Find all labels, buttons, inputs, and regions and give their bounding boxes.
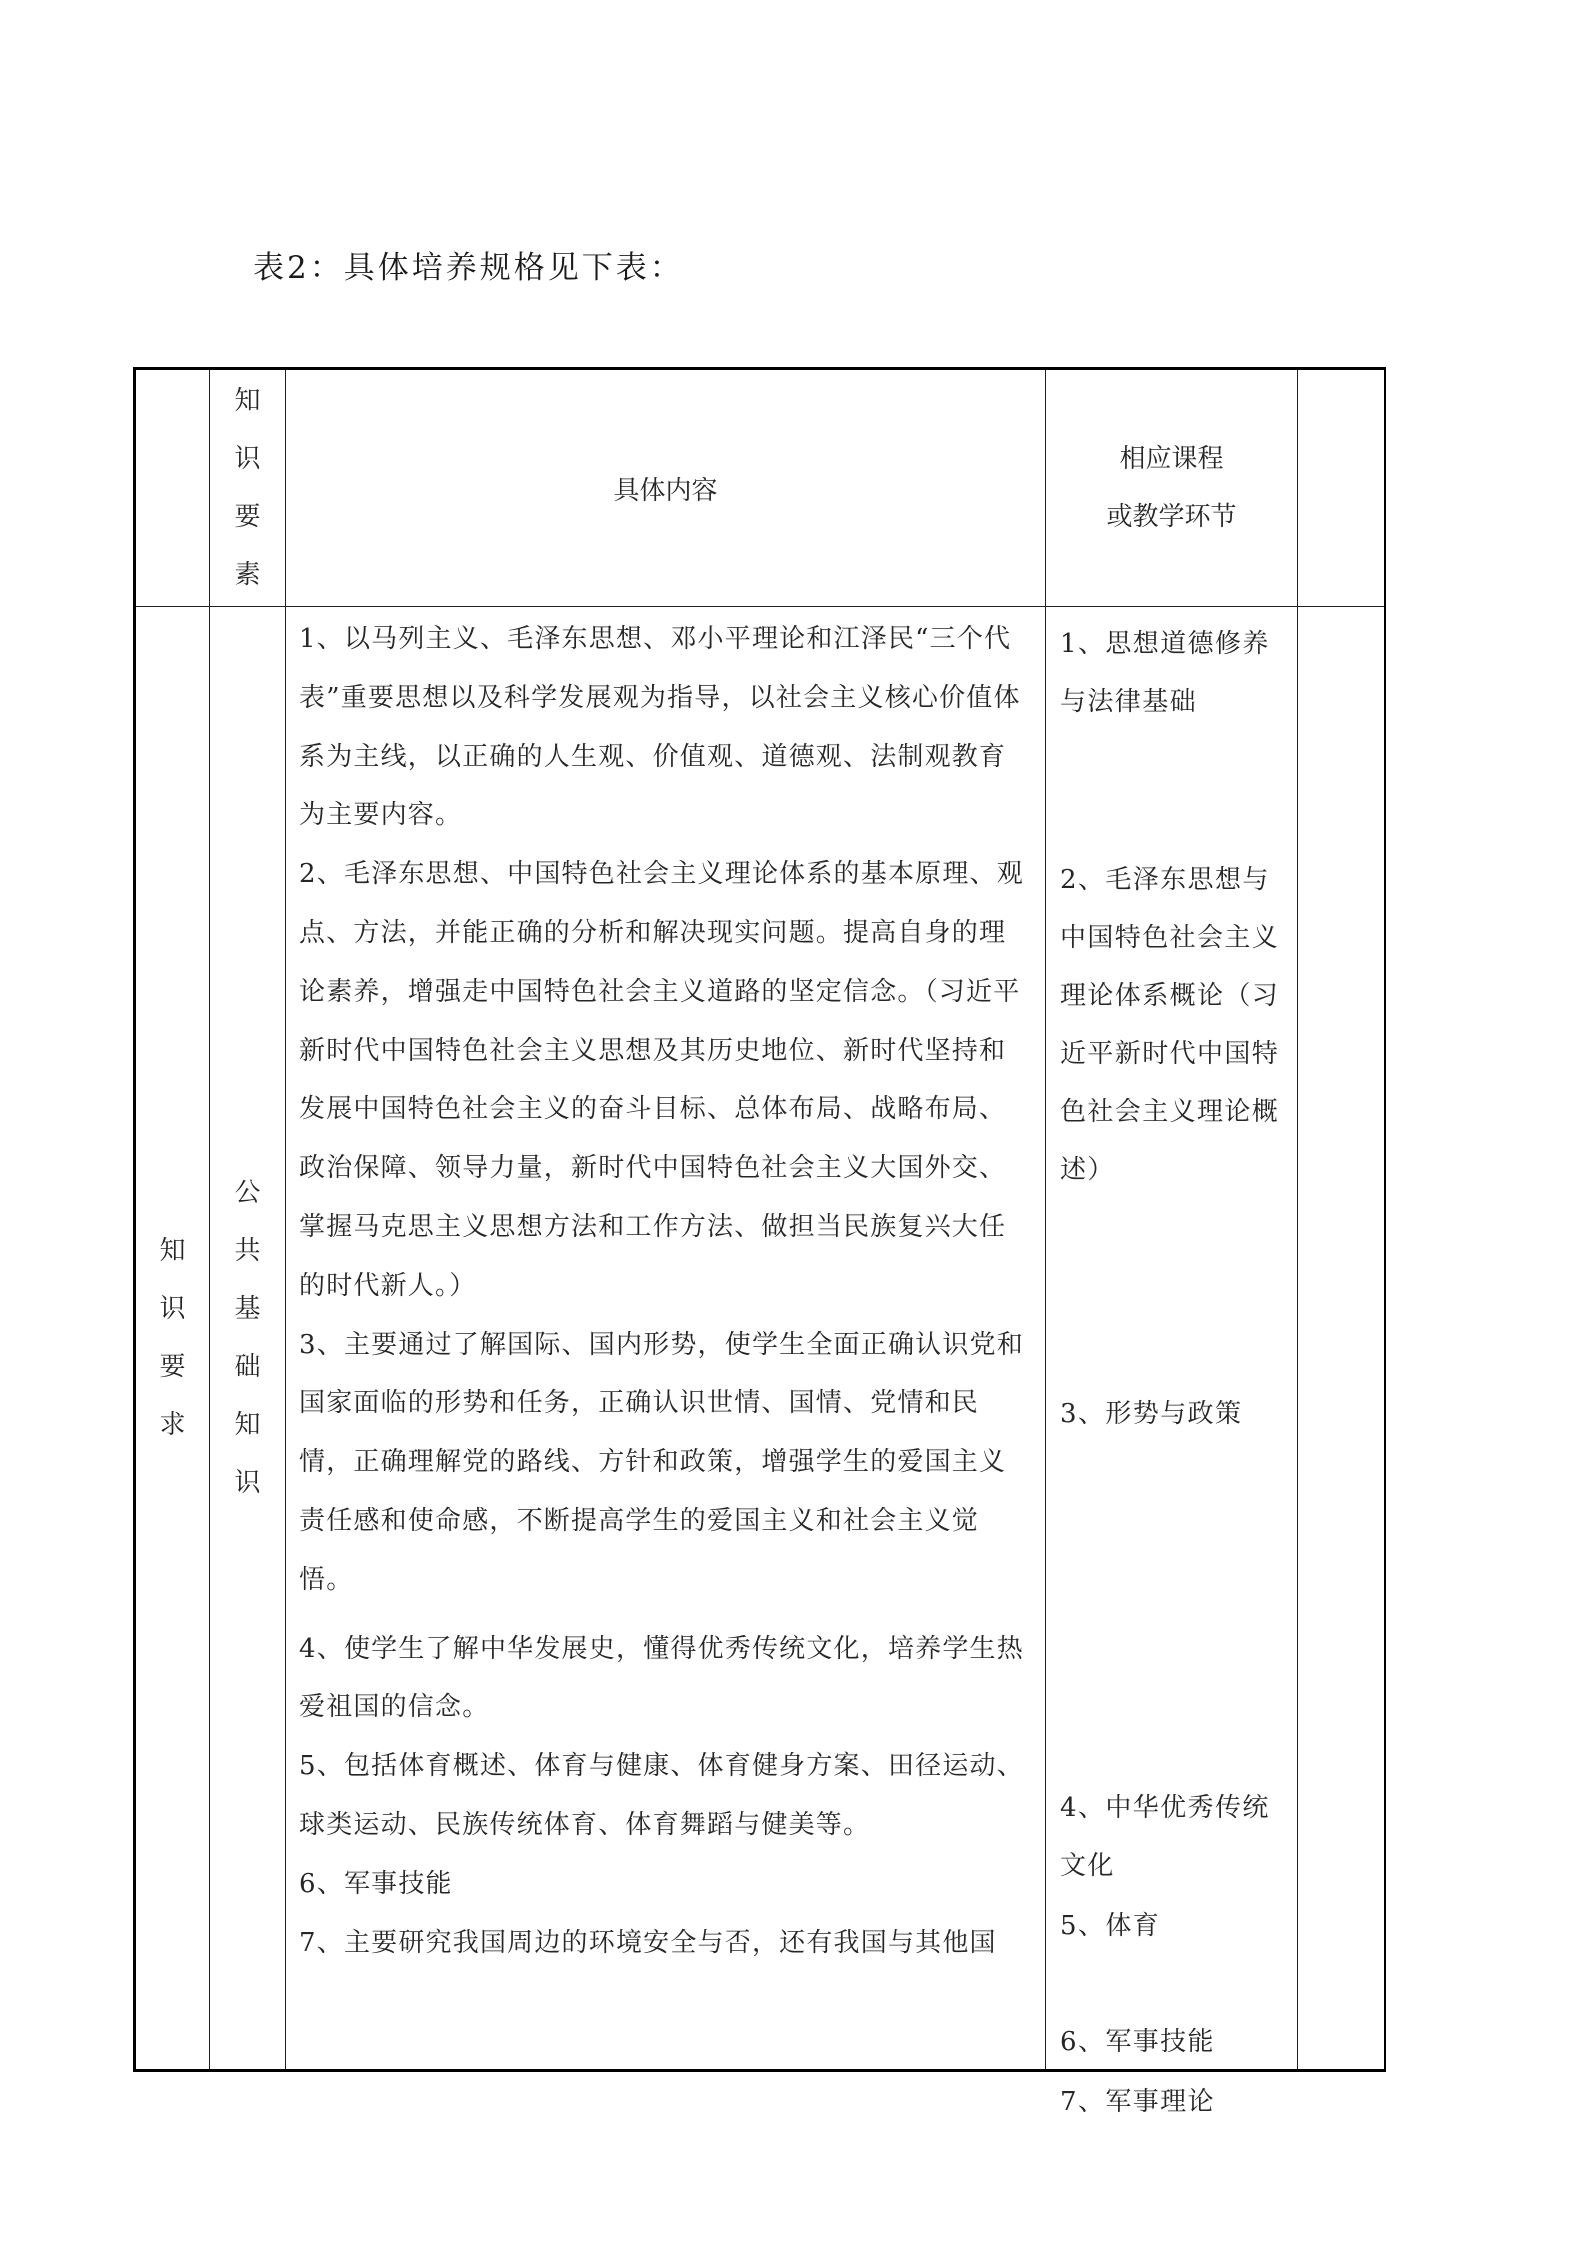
- course-item-7: 7、军事理论: [1060, 2087, 1215, 2117]
- table-caption: 表2：具体培养规格见下表：: [253, 250, 684, 286]
- subgroup-label-cell: [210, 607, 286, 2071]
- group-label: 知识要求: [159, 1236, 186, 1440]
- content-paragraph-6: 6、军事技能: [299, 1868, 453, 1899]
- extra-cell: [1298, 607, 1385, 2071]
- header-course-line2: 或教学环节: [1106, 502, 1237, 532]
- content-paragraph-4: 4、使学生了解中华发展史，懂得优秀传统文化，培养学生热爱祖国的信念。: [299, 1633, 1024, 1723]
- content-paragraph-3: 3、主要通过了解国际、国内形势，使学生全面正确认识党和国家面临的形势和任务，正确认识世情、国情、党情和民情，正确理解党的路线、方针和政策，增强学生的爱国主义责任感和使命感，不断提高学生的爱国主义和社会主义觉悟。: [299, 1329, 1024, 1595]
- content-paragraph-5: 5、包括体育概述、体育与健康、体育健身方案、田径运动、球类运动、民族传统体育、体育舞蹈与健美等。: [299, 1751, 1024, 1840]
- content-cell: [286, 607, 1046, 2071]
- subgroup-label: 公共基础知识: [234, 1178, 261, 1498]
- header-extra-cell: [1298, 369, 1385, 607]
- header-empty-cell: [135, 369, 210, 607]
- course-item-1: 1、思想道德修养与法律基础: [1060, 629, 1270, 717]
- course-item-5: 5、体育: [1060, 1911, 1161, 1941]
- training-spec-table: [133, 367, 1386, 2117]
- table-header-row: [135, 369, 1385, 607]
- course-item-2: 2、毛泽东思想与中国特色社会主义理论体系概论（习近平新时代中国特色社会主义理论概述）: [1060, 865, 1280, 1185]
- header-content: 具体内容: [286, 369, 1046, 607]
- content-paragraph-2: 2、毛泽东思想、中国特色社会主义理论体系的基本原理、观点、方法，并能正确的分析和解决现实问题。提高自身的理论素养，增强走中国特色社会主义道路的坚定信念。（习近平新时代中国特色社会主义思想及其历史地位、新时代坚持和发展中国特色社会主义的奋斗目标、总体布局、战略布局、政治保障、领导力量，新时代中国特色社会主义大国外交、掌握马克思主义思想方法和工作方法、做担当民族复兴大任的时代新人。）: [299, 859, 1024, 1301]
- header-course: [1046, 369, 1298, 607]
- course-item-4: 4、中华优秀传统文化: [1060, 1793, 1270, 1881]
- group-label-cell: [135, 607, 210, 2071]
- table-row: [135, 607, 1385, 2071]
- content-paragraph-7: 7、主要研究我国周边的环境安全与否，还有我国与其他国: [299, 1927, 997, 1958]
- course-cell: [1046, 607, 1298, 2117]
- content-paragraph-1: 1、以马列主义、毛泽东思想、邓小平理论和江泽民“三个代表”重要思想以及科学发展观为指导，以社会主义核心价值体系为主线，以正确的人生观、价值观、道德观、法制观教育为主要内容。: [299, 624, 1021, 831]
- course-item-3: 3、形势与政策: [1060, 1399, 1243, 1429]
- header-course-line1: 相应课程: [1119, 444, 1224, 474]
- header-knowledge-element: 知识要素: [210, 369, 286, 607]
- course-item-6: 6、军事技能: [1060, 2027, 1215, 2057]
